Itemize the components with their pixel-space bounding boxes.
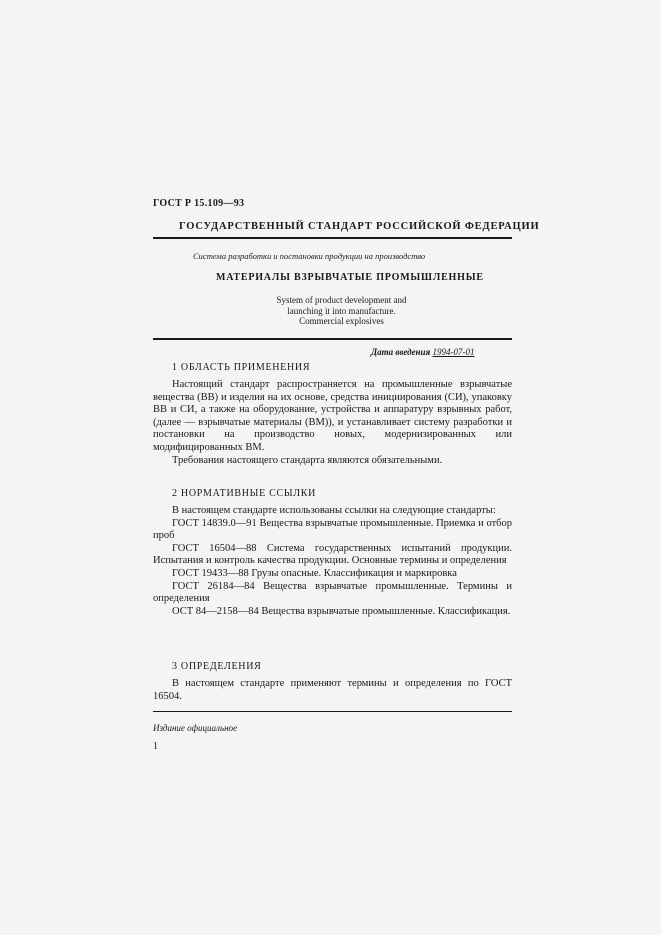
section-1-body bbox=[153, 379, 512, 467]
title-rule bbox=[153, 338, 512, 340]
section-3-body bbox=[153, 678, 512, 703]
section-3-title: 3 ОПРЕДЕЛЕНИЯ bbox=[172, 661, 262, 672]
english-title-line: launching it into manufacture. bbox=[287, 305, 396, 316]
document-title: МАТЕРИАЛЫ ВЗРЫВЧАТЫЕ ПРОМЫШЛЕННЫЕ bbox=[216, 272, 484, 283]
section-2-body bbox=[153, 505, 512, 618]
introduction-date bbox=[371, 347, 474, 357]
footer-rule bbox=[153, 711, 512, 712]
reference-item: ГОСТ 26184—84 Вещества взрывчатые промышленные. Термины и определения bbox=[153, 580, 512, 605]
reference-item: ГОСТ 16504—88 Система государственных испытаний продукции. Испытания и контроль качества продукции. Основные термины и определения bbox=[153, 542, 512, 567]
paragraph: Настоящий стандарт распространяется на промышленные взрывчатые вещества (ВВ) и изделия на их основе, средства инициирования (СИ), упаковку ВВ и СИ, а также на оборудование, устройства и аппаратуру взрывных работ, (далее — взрывчатые материалы (ВМ)), и устанавливает систему разработки и постановки на производство новых, модернизированных или модифицированных ВМ. bbox=[153, 379, 512, 453]
system-line: Система разработки и постановки продукции на производство bbox=[193, 251, 426, 261]
reference-item: ГОСТ 19433—88 Грузы опасные. Классификация и маркировка bbox=[172, 567, 457, 579]
english-title bbox=[0, 295, 661, 327]
english-title-line: System of product development and bbox=[276, 295, 407, 305]
page-number: 1 bbox=[153, 741, 158, 752]
paragraph: В настоящем стандарте применяют термины и определения по ГОСТ 16504. bbox=[153, 678, 512, 702]
intro-date-value: 1994-07-01 bbox=[432, 347, 475, 357]
header-rule bbox=[153, 237, 512, 239]
paragraph: Требования настоящего стандарта являются обязательными. bbox=[172, 454, 443, 466]
gost-code: ГОСТ Р 15.109—93 bbox=[153, 198, 245, 209]
section-2-title: 2 НОРМАТИВНЫЕ ССЫЛКИ bbox=[172, 488, 317, 499]
reference-item: ОСТ 84—2158—84 Вещества взрывчатые промышленные. Классификация. bbox=[172, 605, 511, 617]
section-1-title: 1 ОБЛАСТЬ ПРИМЕНЕНИЯ bbox=[172, 362, 311, 373]
reference-item: ГОСТ 14839.0—91 Вещества взрывчатые промышленные. Приемка и отбор проб bbox=[153, 517, 512, 542]
edition-note: Издание официальное bbox=[153, 723, 238, 733]
intro-date-label: Дата введения bbox=[371, 347, 431, 357]
paragraph: В настоящем стандарте использованы ссылки на следующие стандарты: bbox=[172, 505, 496, 516]
standard-title: ГОСУДАРСТВЕННЫЙ СТАНДАРТ РОССИЙСКОЙ ФЕДЕРАЦИИ bbox=[179, 221, 540, 232]
english-title-line: Commercial explosives bbox=[299, 316, 384, 326]
